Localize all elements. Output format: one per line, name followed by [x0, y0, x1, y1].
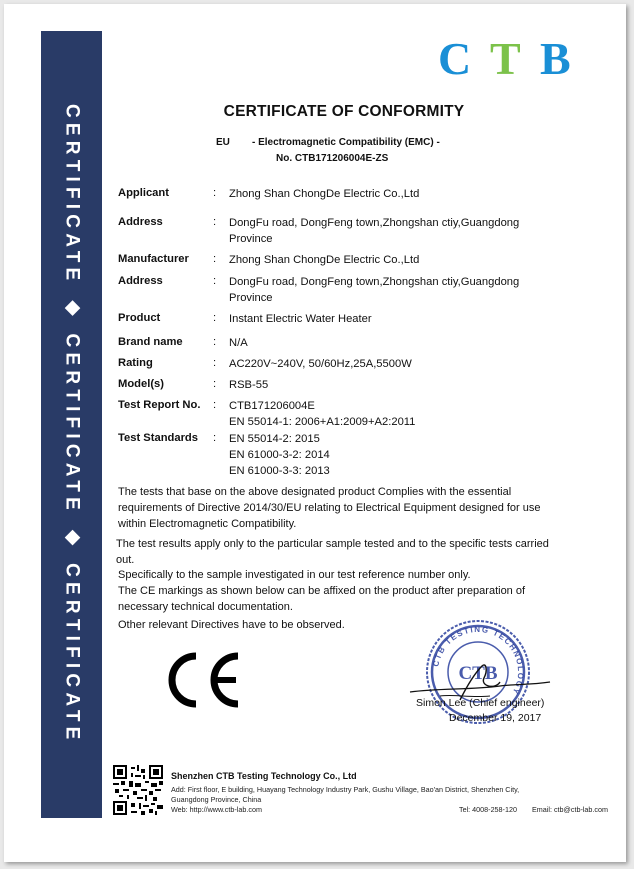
address-value	[229, 215, 589, 247]
footer-email: Email: ctb@ctb-lab.com	[532, 805, 608, 814]
footer-address-line: Add: First floor, E building, Huayang Technology Industry Park, Gushu Village, Bao'an District, Shenzhen City,	[171, 785, 520, 794]
applicant-colon: :	[213, 187, 217, 199]
footer-web: Web: http://www.ctb-lab.com	[171, 805, 262, 814]
brand-colon: :	[213, 336, 217, 348]
statement-reference: Specifically to the sample investigated in our test reference number only.	[118, 569, 471, 581]
sidebar-text: CERTIFICATE ◆ CERTIFICATE ◆ CERTIFICATE	[61, 104, 83, 745]
manufacturer-colon: :	[213, 253, 217, 265]
address-line: DongFu road, DongFeng town,Zhongshan ctiy,Guangdong	[229, 217, 520, 229]
signature-date: December 19, 2017	[449, 712, 542, 724]
statement-ce	[118, 583, 525, 615]
standard-line: EN 61000-3-3: 2013	[229, 465, 330, 477]
address-line: DongFu road, DongFeng town,Zhongshan ctiy,Guangdong	[229, 276, 520, 288]
report-line: CTB171206004E	[229, 400, 315, 412]
statement-line: The test results apply only to the particular sample tested and to the specific tests carried	[116, 538, 549, 550]
signature-stroke	[460, 665, 500, 700]
eu-label: EU	[216, 137, 230, 148]
rating-line: AC220V~240V, 50/60Hz,25A,5500W	[229, 358, 412, 370]
stamp-ring-text: CTB TESTING TECHNOLOGY	[431, 624, 526, 697]
address-colon: :	[213, 216, 217, 228]
statement-compliance	[118, 484, 541, 532]
ce-c-shape	[172, 656, 196, 704]
product-line: Instant Electric Water Heater	[229, 313, 372, 325]
address-line: Province	[229, 233, 273, 245]
statement-directives: Other relevant Directives have to be observed.	[118, 619, 345, 631]
statement-line: The tests that base on the above designated product Complies with the essential	[118, 486, 512, 498]
directive-line	[216, 137, 440, 148]
footer-company-name: Shenzhen CTB Testing Technology Co., Ltd	[171, 771, 357, 781]
page-title: CERTIFICATE OF CONFORMITY	[223, 103, 465, 120]
model-value	[229, 377, 589, 393]
report-line: EN 55014-1: 2006+A1:2009+A2:2011	[229, 416, 416, 428]
manufacturer-address-label: Address	[118, 275, 163, 287]
statement-line: The CE markings as shown below can be affixed on the product after preparation of	[118, 585, 526, 597]
product-label: Product	[118, 312, 161, 324]
certificate-sidebar	[41, 31, 102, 818]
footer-contact	[171, 805, 608, 814]
statement-line: requirements of Directive 2014/30/EU relating to Electrical Equipment designed for use	[118, 502, 541, 514]
brand-value	[229, 335, 589, 351]
standards-label: Test Standards	[118, 432, 198, 444]
standard-line: EN 55014-2: 2015	[229, 433, 320, 445]
standards-colon: :	[213, 432, 217, 444]
rating-value	[229, 356, 589, 372]
applicant-value	[229, 186, 589, 202]
standards-value	[229, 431, 589, 479]
standard-line: EN 61000-3-2: 2014	[229, 449, 330, 461]
report-label: Test Report No.	[118, 399, 201, 411]
rating-colon: :	[213, 357, 217, 369]
logo-letter-c: C	[438, 36, 472, 80]
report-value	[229, 398, 589, 430]
brand-label: Brand name	[118, 336, 183, 348]
certificate-number: No. CTB171206004E-ZS	[276, 153, 389, 164]
qr-finder-tr	[149, 765, 163, 779]
product-colon: :	[213, 312, 217, 324]
footer-address-line: Guangdong Province, China	[171, 795, 262, 804]
ctb-logo	[436, 36, 586, 80]
manufacturer-label: Manufacturer	[118, 253, 189, 265]
directive-name: - Electromagnetic Compatibility (EMC) -	[252, 137, 440, 148]
qr-finder-bl	[113, 801, 127, 815]
logo-letter-t: T	[490, 36, 521, 80]
signature-stroke	[410, 682, 550, 692]
statement-line: necessary technical documentation.	[118, 601, 293, 613]
address-line: Province	[229, 292, 273, 304]
manufacturer-address-colon: :	[213, 275, 217, 287]
model-colon: :	[213, 378, 217, 390]
qr-code-icon	[113, 765, 163, 815]
signer-name: Simon Lee (Chief engineer)	[416, 697, 545, 709]
manufacturer-line: Zhong Shan ChongDe Electric Co.,Ltd	[229, 254, 420, 266]
manufacturer-address-value	[229, 274, 589, 306]
address-label: Address	[118, 216, 163, 228]
statement-line: within Electromagnetic Compatibility.	[118, 518, 297, 530]
applicant-label: Applicant	[118, 187, 169, 199]
footer-tel: Tel: 4008-258-120	[459, 805, 517, 814]
applicant-line: Zhong Shan ChongDe Electric Co.,Ltd	[229, 188, 420, 200]
manufacturer-value	[229, 252, 589, 268]
model-line: RSB-55	[229, 379, 269, 391]
statement-sample	[116, 536, 549, 568]
report-colon: :	[213, 399, 217, 411]
stamp-center-text: CTB	[458, 663, 498, 684]
brand-line: N/A	[229, 337, 248, 349]
logo-letter-b: B	[540, 36, 571, 80]
qr-finder-tl	[113, 765, 127, 779]
rating-label: Rating	[118, 357, 153, 369]
product-value	[229, 311, 589, 327]
statement-line: out.	[116, 554, 135, 566]
ce-mark-icon	[160, 650, 242, 710]
model-label: Model(s)	[118, 378, 164, 390]
